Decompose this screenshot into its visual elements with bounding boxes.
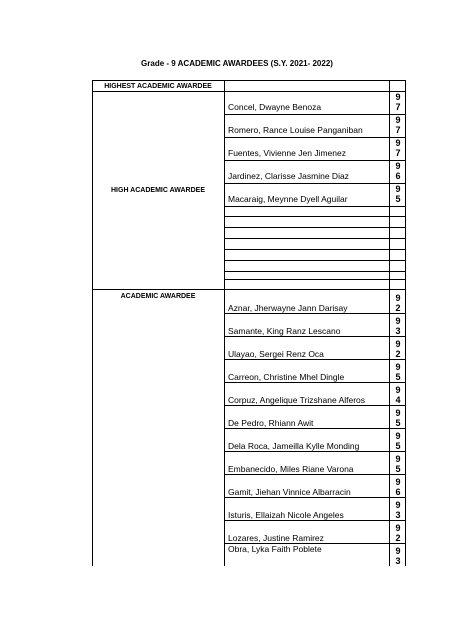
academic-awardee-grade-10: 9 3 bbox=[395, 500, 401, 520]
column-divider-category bbox=[224, 80, 225, 566]
row-separator bbox=[224, 238, 406, 239]
row-separator bbox=[224, 260, 406, 261]
academic-awardee-grade-8: 9 5 bbox=[395, 454, 401, 474]
row-separator bbox=[224, 114, 406, 115]
row-separator bbox=[224, 216, 406, 217]
row-separator bbox=[224, 405, 406, 406]
high-awardee-grade-3: 9 7 bbox=[395, 138, 401, 158]
academic-awardee-grade-1: 9 2 bbox=[395, 293, 401, 313]
row-separator bbox=[224, 359, 406, 360]
academic-awardee-name-6: De Pedro, Rhiann Awit bbox=[228, 418, 314, 428]
column-divider-grade bbox=[389, 80, 390, 566]
table-border-left bbox=[92, 80, 93, 566]
academic-awardee-name-11: Lozares, Justine Ramirez bbox=[228, 533, 324, 543]
row-separator bbox=[224, 497, 406, 498]
academic-awardee-name-12: Obra, Lyka Faith Poblete bbox=[228, 544, 322, 554]
category-highest-label: HIGHEST ACADEMIC AWARDEE bbox=[104, 83, 212, 90]
document-title: Grade - 9 ACADEMIC AWARDEES (S.Y. 2021- 2022) bbox=[141, 59, 333, 68]
row-separator bbox=[224, 137, 406, 138]
row-separator bbox=[224, 271, 406, 272]
row-separator bbox=[224, 206, 406, 207]
academic-awardee-name-5: Corpuz, Angelique Trizshane Alferos bbox=[228, 395, 366, 405]
row-separator bbox=[224, 183, 406, 184]
row-separator bbox=[224, 451, 406, 452]
academic-awardee-name-4: Carreon, Christine Mhel Dingle bbox=[228, 372, 345, 382]
academic-awardee-grade-12: 9 3 bbox=[395, 546, 401, 566]
high-awardee-name-1: Concel, Dwayne Benoza bbox=[228, 102, 322, 112]
table-border-top bbox=[92, 80, 406, 81]
academic-awardee-name-10: Isturis, Ellaizah Nicole Angeles bbox=[228, 510, 344, 520]
row-separator bbox=[224, 279, 406, 280]
academic-awardee-grade-6: 9 5 bbox=[395, 408, 401, 428]
row-separator bbox=[224, 382, 406, 383]
high-awardee-name-5: Macaraig, Meynne Dyell Aguilar bbox=[228, 194, 348, 204]
high-awardee-grade-4: 9 6 bbox=[395, 161, 401, 181]
high-awardee-name-3: Fuentes, Vivienne Jen Jimenez bbox=[228, 148, 346, 158]
academic-awardee-grade-9: 9 6 bbox=[395, 477, 401, 497]
academic-awardee-name-8: Embanecido, Miles Riane Varona bbox=[228, 464, 354, 474]
row-separator bbox=[224, 160, 406, 161]
academic-awardee-grade-3: 9 2 bbox=[395, 339, 401, 359]
high-awardee-grade-5: 9 5 bbox=[395, 184, 401, 204]
high-awardee-grade-1: 9 7 bbox=[395, 92, 401, 112]
row-separator bbox=[224, 543, 406, 544]
awardees-table bbox=[92, 80, 406, 566]
row-separator bbox=[224, 313, 406, 314]
academic-awardee-name-2: Samante, King Ranz Lescano bbox=[228, 326, 341, 336]
academic-awardee-grade-2: 9 3 bbox=[395, 316, 401, 336]
academic-awardee-name-1: Aznar, Jherwayne Jann Darisay bbox=[228, 303, 348, 313]
academic-awardee-grade-7: 9 5 bbox=[395, 431, 401, 451]
category-separator bbox=[92, 91, 406, 92]
high-awardee-name-4: Jardinez, Clarisse Jasmine Diaz bbox=[228, 171, 349, 181]
academic-awardee-grade-11: 9 2 bbox=[395, 523, 401, 543]
academic-awardee-name-3: Ulayao, Sergei Renz Oca bbox=[228, 349, 324, 359]
row-separator bbox=[224, 520, 406, 521]
high-awardee-grade-2: 9 7 bbox=[395, 115, 401, 135]
high-awardee-name-2: Romero, Rance Louise Panganiban bbox=[228, 125, 363, 135]
category-academic-label: ACADEMIC AWARDEE bbox=[120, 293, 196, 300]
row-separator bbox=[224, 474, 406, 475]
row-separator bbox=[224, 249, 406, 250]
category-high-label: HIGH ACADEMIC AWARDEE bbox=[111, 187, 205, 194]
row-separator bbox=[224, 227, 406, 228]
academic-awardee-grade-4: 9 5 bbox=[395, 362, 401, 382]
row-separator bbox=[224, 428, 406, 429]
academic-awardee-name-7: Dela Roca, Jameilla Kylle Monding bbox=[228, 441, 360, 451]
academic-awardee-name-9: Gamit, Jiehan Vinnice Albarracin bbox=[228, 487, 351, 497]
grade-column-border-right bbox=[405, 91, 406, 566]
academic-awardee-grade-5: 9 4 bbox=[395, 385, 401, 405]
row-separator bbox=[224, 336, 406, 337]
category-separator bbox=[92, 289, 406, 290]
